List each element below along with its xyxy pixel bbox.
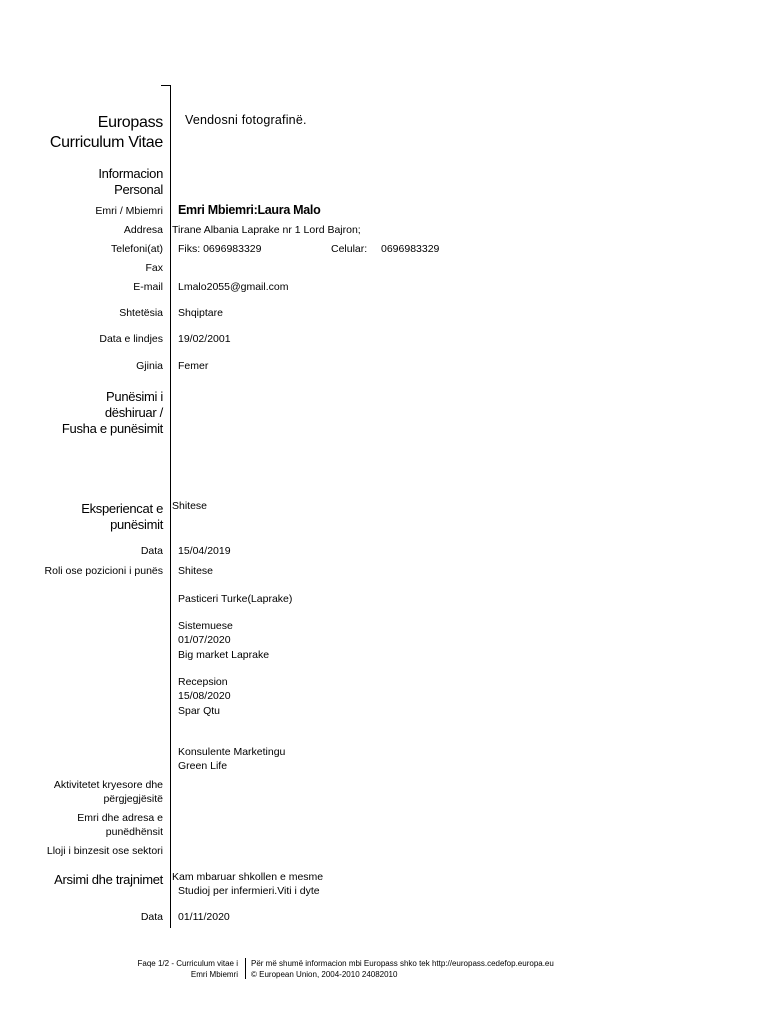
entry2-employer: Big market Laprake	[178, 649, 270, 661]
entry2-date: 01/07/2020	[178, 634, 231, 646]
entry1-employer: Pasticeri Turke(Laprake)	[178, 593, 293, 605]
birthdate-label: Data e lindjes	[99, 333, 163, 345]
email-value: Lmalo2055@gmail.com	[178, 281, 289, 293]
gender-label: Gjinia	[136, 360, 163, 372]
footer-page-line1: Faqe 1/2 - Curriculum vitae i	[137, 959, 238, 968]
employer-label-line1: Emri dhe adresa e	[77, 812, 163, 824]
name-value: Emri Mbiemri:Laura Malo	[178, 203, 321, 217]
entry2-role: Sistemuese	[178, 620, 233, 632]
entry4-role: Konsulente Marketingu	[178, 746, 286, 758]
employer-label-line2: punëdhënsit	[105, 826, 163, 838]
experience-heading-line2: punësimit	[110, 517, 163, 532]
desired-heading-line3: Fusha e punësimit	[61, 421, 163, 436]
address-value: Tirane Albania Laprake nr 1 Lord Bajron;	[172, 224, 361, 236]
address-label: Addresa	[123, 224, 163, 236]
role-label: Roli ose pozicioni i punës	[44, 565, 163, 577]
name-label: Emri / Mbiemri	[95, 205, 163, 217]
mobile-value: 0696983329	[381, 243, 440, 255]
experience-date-label: Data	[140, 545, 163, 557]
role-value: Shitese	[178, 565, 214, 577]
personal-heading-line1: Informacion	[98, 166, 163, 181]
experience-heading-line1: Eksperiencat e	[81, 501, 163, 516]
activities-label-line2: përgjegjësitë	[103, 793, 163, 805]
experience-heading-value: Shitese	[172, 500, 208, 512]
phone-label: Telefoni(at)	[111, 243, 163, 255]
education-heading: Arsimi dhe trajnimet	[54, 872, 163, 887]
personal-heading-line2: Personal	[114, 182, 163, 197]
entry3-employer: Spar Qtu	[178, 705, 221, 717]
education-date-label: Data	[140, 911, 163, 923]
education-value-line2: Studioj per infermieri.Viti i dyte	[178, 885, 320, 897]
education-date-value: 01/11/2020	[178, 911, 230, 923]
email-label: E-mail	[133, 281, 163, 293]
fax-label: Fax	[145, 262, 163, 274]
entry4-employer: Green Life	[178, 760, 228, 772]
mobile-label: Celular:	[331, 243, 368, 255]
footer-divider	[245, 958, 246, 979]
experience-date-value: 15/04/2019	[178, 545, 231, 557]
education-value-line1: Kam mbaruar shkollen e mesme	[172, 871, 324, 883]
footer-page-line2: Emri Mbiemri	[190, 970, 238, 979]
entry3-date: 15/08/2020	[178, 690, 231, 702]
activities-label-line1: Aktivitetet kryesore dhe	[53, 779, 163, 791]
desired-heading-line1: Punësimi i	[106, 389, 163, 404]
desired-heading-line2: dëshiruar /	[104, 405, 163, 420]
cv-title-line2: Curriculum Vitae	[49, 134, 163, 151]
nationality-value: Shqiptare	[178, 307, 223, 319]
footer-info-line2: © European Union, 2004-2010 24082010	[251, 970, 398, 979]
column-divider	[170, 85, 171, 928]
birthdate-value: 19/02/2001	[178, 333, 231, 345]
entry3-role: Recepsion	[178, 676, 228, 688]
gender-value: Femer	[178, 360, 209, 372]
sector-label: Lloji i binzesit ose sektori	[46, 845, 163, 857]
nationality-label: Shtetësia	[119, 307, 163, 319]
phone-value: Fiks: 0696983329	[178, 243, 262, 255]
cv-title-line1: Europass	[97, 114, 163, 131]
footer-info-line1: Për më shumë informacion mbi Europass shko tek http://europass.cedefop.europa.eu	[251, 959, 554, 968]
photo-placeholder: Vendosni fotografinë.	[185, 113, 307, 127]
